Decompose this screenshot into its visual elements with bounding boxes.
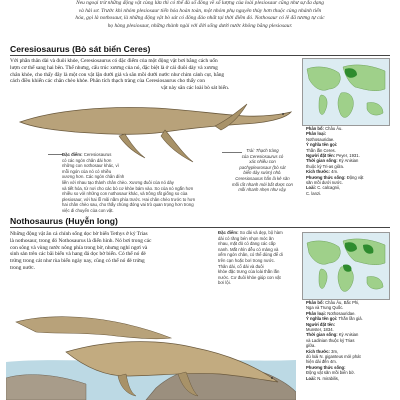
nothosaurus-eye xyxy=(271,377,273,379)
section-title-nothosaurus: Nothosaurus (Huyễn long) xyxy=(10,216,118,226)
nothosaurus-caption-features: Đặc điểm: So dài và dẹp, bộ hàm dài có răng bén nhọn móc ăn nhau, mặt đỏ có đang các cấp nanh. Mắt nhìn dễu có mảng và xếm ngón chân, có thể dùng để di trên cạn hoặc bơi trong nước. Thân dài, cổ dài và đuôi khỏe đặc trưng của loài thằn lằn nước. Cơ đuôi khỏe giúp con vật bơi lội. xyxy=(218,230,283,286)
distribution-map-ceresiosaurus xyxy=(302,58,390,126)
section-title-ceresiosaurus: Ceresiosaurus (Bò sát biển Ceres) xyxy=(10,44,151,54)
intro-line: và hải sơ. Trước khi nhóm plesiosaur tiến hóa hoàn toàn, một nhóm phụ nguyên thủy hơn thuộc cùng nhánh tiến xyxy=(78,7,322,14)
nothosaurus-description: Những động vật ăn cá chính sống dọc bờ biển Tethys ở kỷ Trias là nothosaur, trong đó Nothosaurus là điển hình. Nó bơi trong các con sông và vùng nước nông phía trong bờ, nhưng nghỉ ngơi và sinh sản trên các bãi biển và hang đá dọc bờ biển. Có thể nó đẻ trứng trong cát như rùa biển ngày nay, cũng có thể nó đẻ trứng trong nước. xyxy=(10,231,152,271)
distribution-map-nothosaurus xyxy=(302,232,390,300)
background-nothosaurus xyxy=(16,317,171,339)
world-map-graphic xyxy=(303,59,389,125)
section-divider xyxy=(10,55,390,56)
intro-line: họ hàng plesiosaur, những thành ngài với đời sống dưới nước không bằng plesiosaur. xyxy=(107,22,293,29)
caption-leader-line xyxy=(48,154,62,155)
ceresiosaurus-body xyxy=(20,108,291,135)
intro-line: hóa, gọi là nothosaur, là những động vật bò sát có đông đảo nhất tại thời điểm đó. Nothosaur có lẽ đã tương tự các xyxy=(75,15,325,22)
ceresiosaurus-caption-features: Đặc điểm: Ceresiosaurus có các ngón chân dài hơn những con nothosaur khác, vì mỗi ngón của nó có nhiều xương hơn. Các ngón chân dính liền với nhau tạo thành chân chèo. Xương đuôi của nó dày và tiết hóa, từ nơi cho các bó cơ khỏe bám vào. So của nó ngắn hơn nhiều so với những con nothosaur khác, và trông rất giống so của plesiosaur, với hai lỗ mũi nằm phía trước. Hai chân chèo trước to hơn hai chân chèo sau, cho thấy chúng đóng vai trò quan trọng hơn trong việc di chuyển của con vật. xyxy=(62,152,196,213)
ceresiosaurus-caption-stomach: Trái: Thạch tràng của Ceresiosaurus có xác nhiều con pachypleurosaur (bò sát biển dày sườn) nhỏ. Ceresiosaurus hẳn là kẻ săn mồi rất nhanh mới bắt được con mồi nhanh nhẹn như vậy. xyxy=(232,148,293,193)
intro-line: Neu ngoại trừ những động vật cùng lứa thì có thể đủ số đông về số lượng của loài plesiosaur cũng như sự đa dạng xyxy=(76,0,324,6)
ceresiosaurus-description: Với phần thân dài và đuôi khỏe, Ceresiosaurus có đặc điểm của một động vật bơi bằng cách uốn lượn cơ thể sang hai bên. Thế nhưng, cấu trúc xương của nó, đặc biệt là ở cái đuôi dày và xương chân khỏe, cho thấy đây là một con vật lặn dưới giả và săn mồi dưới nước như chim cánh cụt, bằng cách điều khiển các chân chèo khỏe. Phân tích thạch tràng của Ceresiosaurus cho thấy con vật này săn các loài bò sát biển. xyxy=(10,58,230,92)
ceresiosaurus-facts: Phân bố: Châu Âu. Phân loại: Nothosauridae. Ý nghĩa tên gọi: Thằn lằn Ceres. Người đặt tên: Peyer, 1931. Thời gian sống: Kỷ Anisian thuộc kỷ Tri-as giữa. Kích thước: 4m. Phương thức sống: Động vật săn mồi dưới nước. Loài: C. calcagnii, C. lanzi. xyxy=(306,126,364,196)
world-map-graphic xyxy=(303,233,389,299)
intro-paragraph xyxy=(10,0,390,50)
section-divider xyxy=(10,227,390,228)
nothosaurus-illustration xyxy=(6,292,296,400)
ceresiosaurus-eye xyxy=(282,113,284,115)
nothosaurus-facts: Phân bố: Châu Âu, Bắc Phi, Nga và Trung Quốc. Phân loại: Nothosauridae. Ý nghĩa tên gọi: Thằn lằn giả. Người đặt tên: Munster, 1834. Thời gian sống: Kỷ Anisian và Ladinian thuộc kỷ Trias giữa. Kích thước: 3m, dù loài N. giganteus mới phát hiện dài đến 4m. Phương thức sống: Động vật săn mồi biển bờ. Loài: N. mirabilis, xyxy=(306,300,363,381)
